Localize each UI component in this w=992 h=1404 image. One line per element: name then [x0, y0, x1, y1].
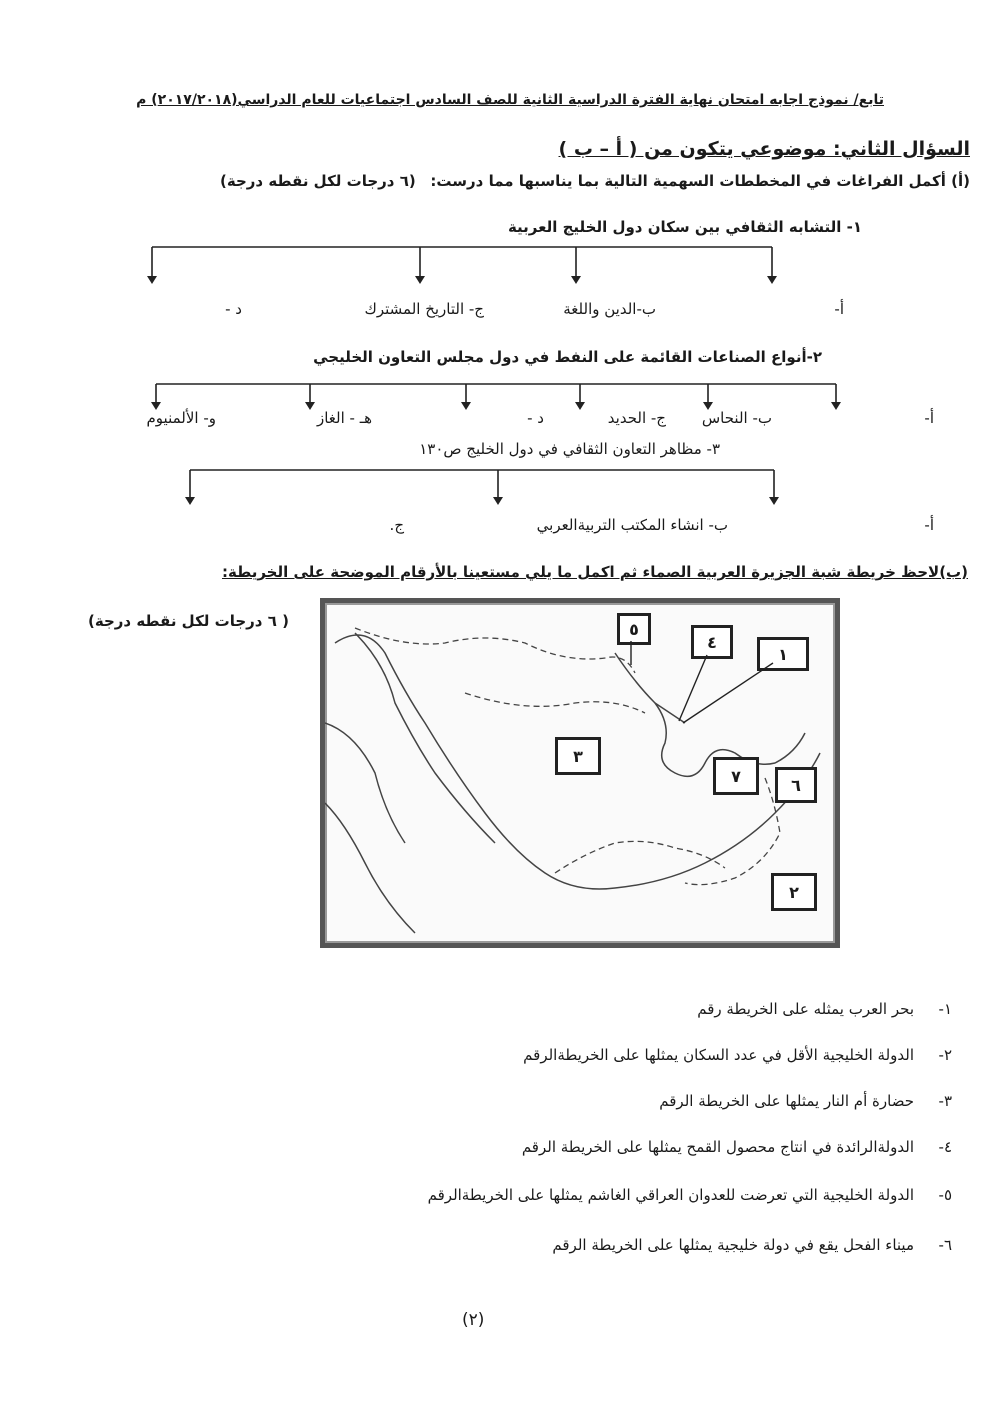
page-number: (٢) [462, 1310, 485, 1330]
map-label-5: ٥ [617, 613, 651, 645]
q-row-4-num: ٤- [938, 1138, 952, 1156]
q-row-4-text: الدولةالرائدة في انتاج محصول القمح يمثلها على الخريطة الرقم [521, 1138, 914, 1156]
diagram3-item-c: ج. [389, 516, 404, 534]
diagram1-item-b: ب-الدين واللغة [563, 300, 656, 318]
q-row-5-text: الدولة الخليجية التي تعرضت للعدوان العراقي الغاشم يمثلها على الخريطةالرقم [427, 1186, 914, 1204]
q-row-1-num: ١- [938, 1000, 952, 1018]
map-label-3: ٣ [555, 737, 601, 775]
q-row-6-text: ميناء الفحل يقع في دولة خليجية يمثلها على الخريطة الرقم [552, 1236, 914, 1254]
diagram2-item-d: د - [527, 409, 544, 427]
q-row-3-num: ٣- [938, 1092, 952, 1110]
part-a-points: (٦ درجات لكل نقطه درجة) [220, 172, 416, 190]
diagram1-item-d: د - [225, 300, 242, 318]
part-b-instruction: (ب)لاحظ خريطة شبة الجزيرة العربية الصماء ثم اكمل ما يلي مستعينا بالأرقام الموضحة على الخريطة: [222, 563, 968, 581]
diagram1-item-c: ج- التاريخ المشترك [364, 300, 484, 318]
diagram1-title: ١- التشابه الثقافي بين سكان دول الخليج العربية [507, 218, 862, 236]
map-label-6: ٦ [775, 767, 817, 803]
diagram1-item-a: أ- [834, 300, 844, 318]
map-label-2: ٢ [771, 873, 817, 911]
map-label-7: ٧ [713, 757, 759, 795]
blank-map [320, 598, 840, 948]
q-row-5-num: ٥- [938, 1186, 952, 1204]
question-title: السؤال الثاني: موضوعي يتكون من ( أ – ب ) [558, 138, 970, 160]
diagram2-item-b: ب- النحاس [701, 409, 772, 427]
exam-header: تابع/ نموذج اجابه امتحان نهاية الفترة الدراسية الثانية للصف السادس اجتماعيات للعام الدراسي(٢٠١٧/٢٠١٨) م [136, 92, 884, 108]
diagram3-title: ٣- مظاهر التعاون الثقافي في دول الخليج ص١٣٠ [419, 440, 720, 458]
map-pointer-lines [325, 603, 835, 943]
q-row-3-text: حضارة أم النار يمثلها على الخريطة الرقم [659, 1092, 914, 1110]
diagram2-item-c: ج- الحديد [607, 409, 666, 427]
q-row-2-num: ٢- [938, 1046, 952, 1064]
part-a-instruction: (أ) أكمل الفراغات في المخططات السهمية التالية بما يناسبها مما درست: [430, 172, 970, 190]
map-label-1: ١ [757, 637, 809, 671]
q-row-6-num: ٦- [938, 1236, 952, 1254]
diagram3-item-a: أ- [924, 516, 934, 534]
map-label-4: ٤ [691, 625, 733, 659]
q-row-1-text: بحر العرب يمثله على الخريطة رقم [697, 1000, 914, 1018]
diagram2-title: ٢-أنواع الصناعات القائمة على النفط في دول مجلس التعاون الخليجي [313, 348, 822, 366]
q-row-2-text: الدولة الخليجية الأقل في عدد السكان يمثلها على الخريطةالرقم [523, 1046, 914, 1064]
part-b-points: ( ٦ درجات لكل نقطه درجة) [88, 612, 289, 630]
diagram2-item-a: أ- [924, 409, 934, 427]
diagram2-item-f: و- الألمنيوم [146, 409, 216, 427]
diagram2-item-e: هـ - الغاز [316, 409, 372, 427]
diagram3-item-b: ب- انشاء المكتب التربيةالعربي [536, 516, 728, 534]
